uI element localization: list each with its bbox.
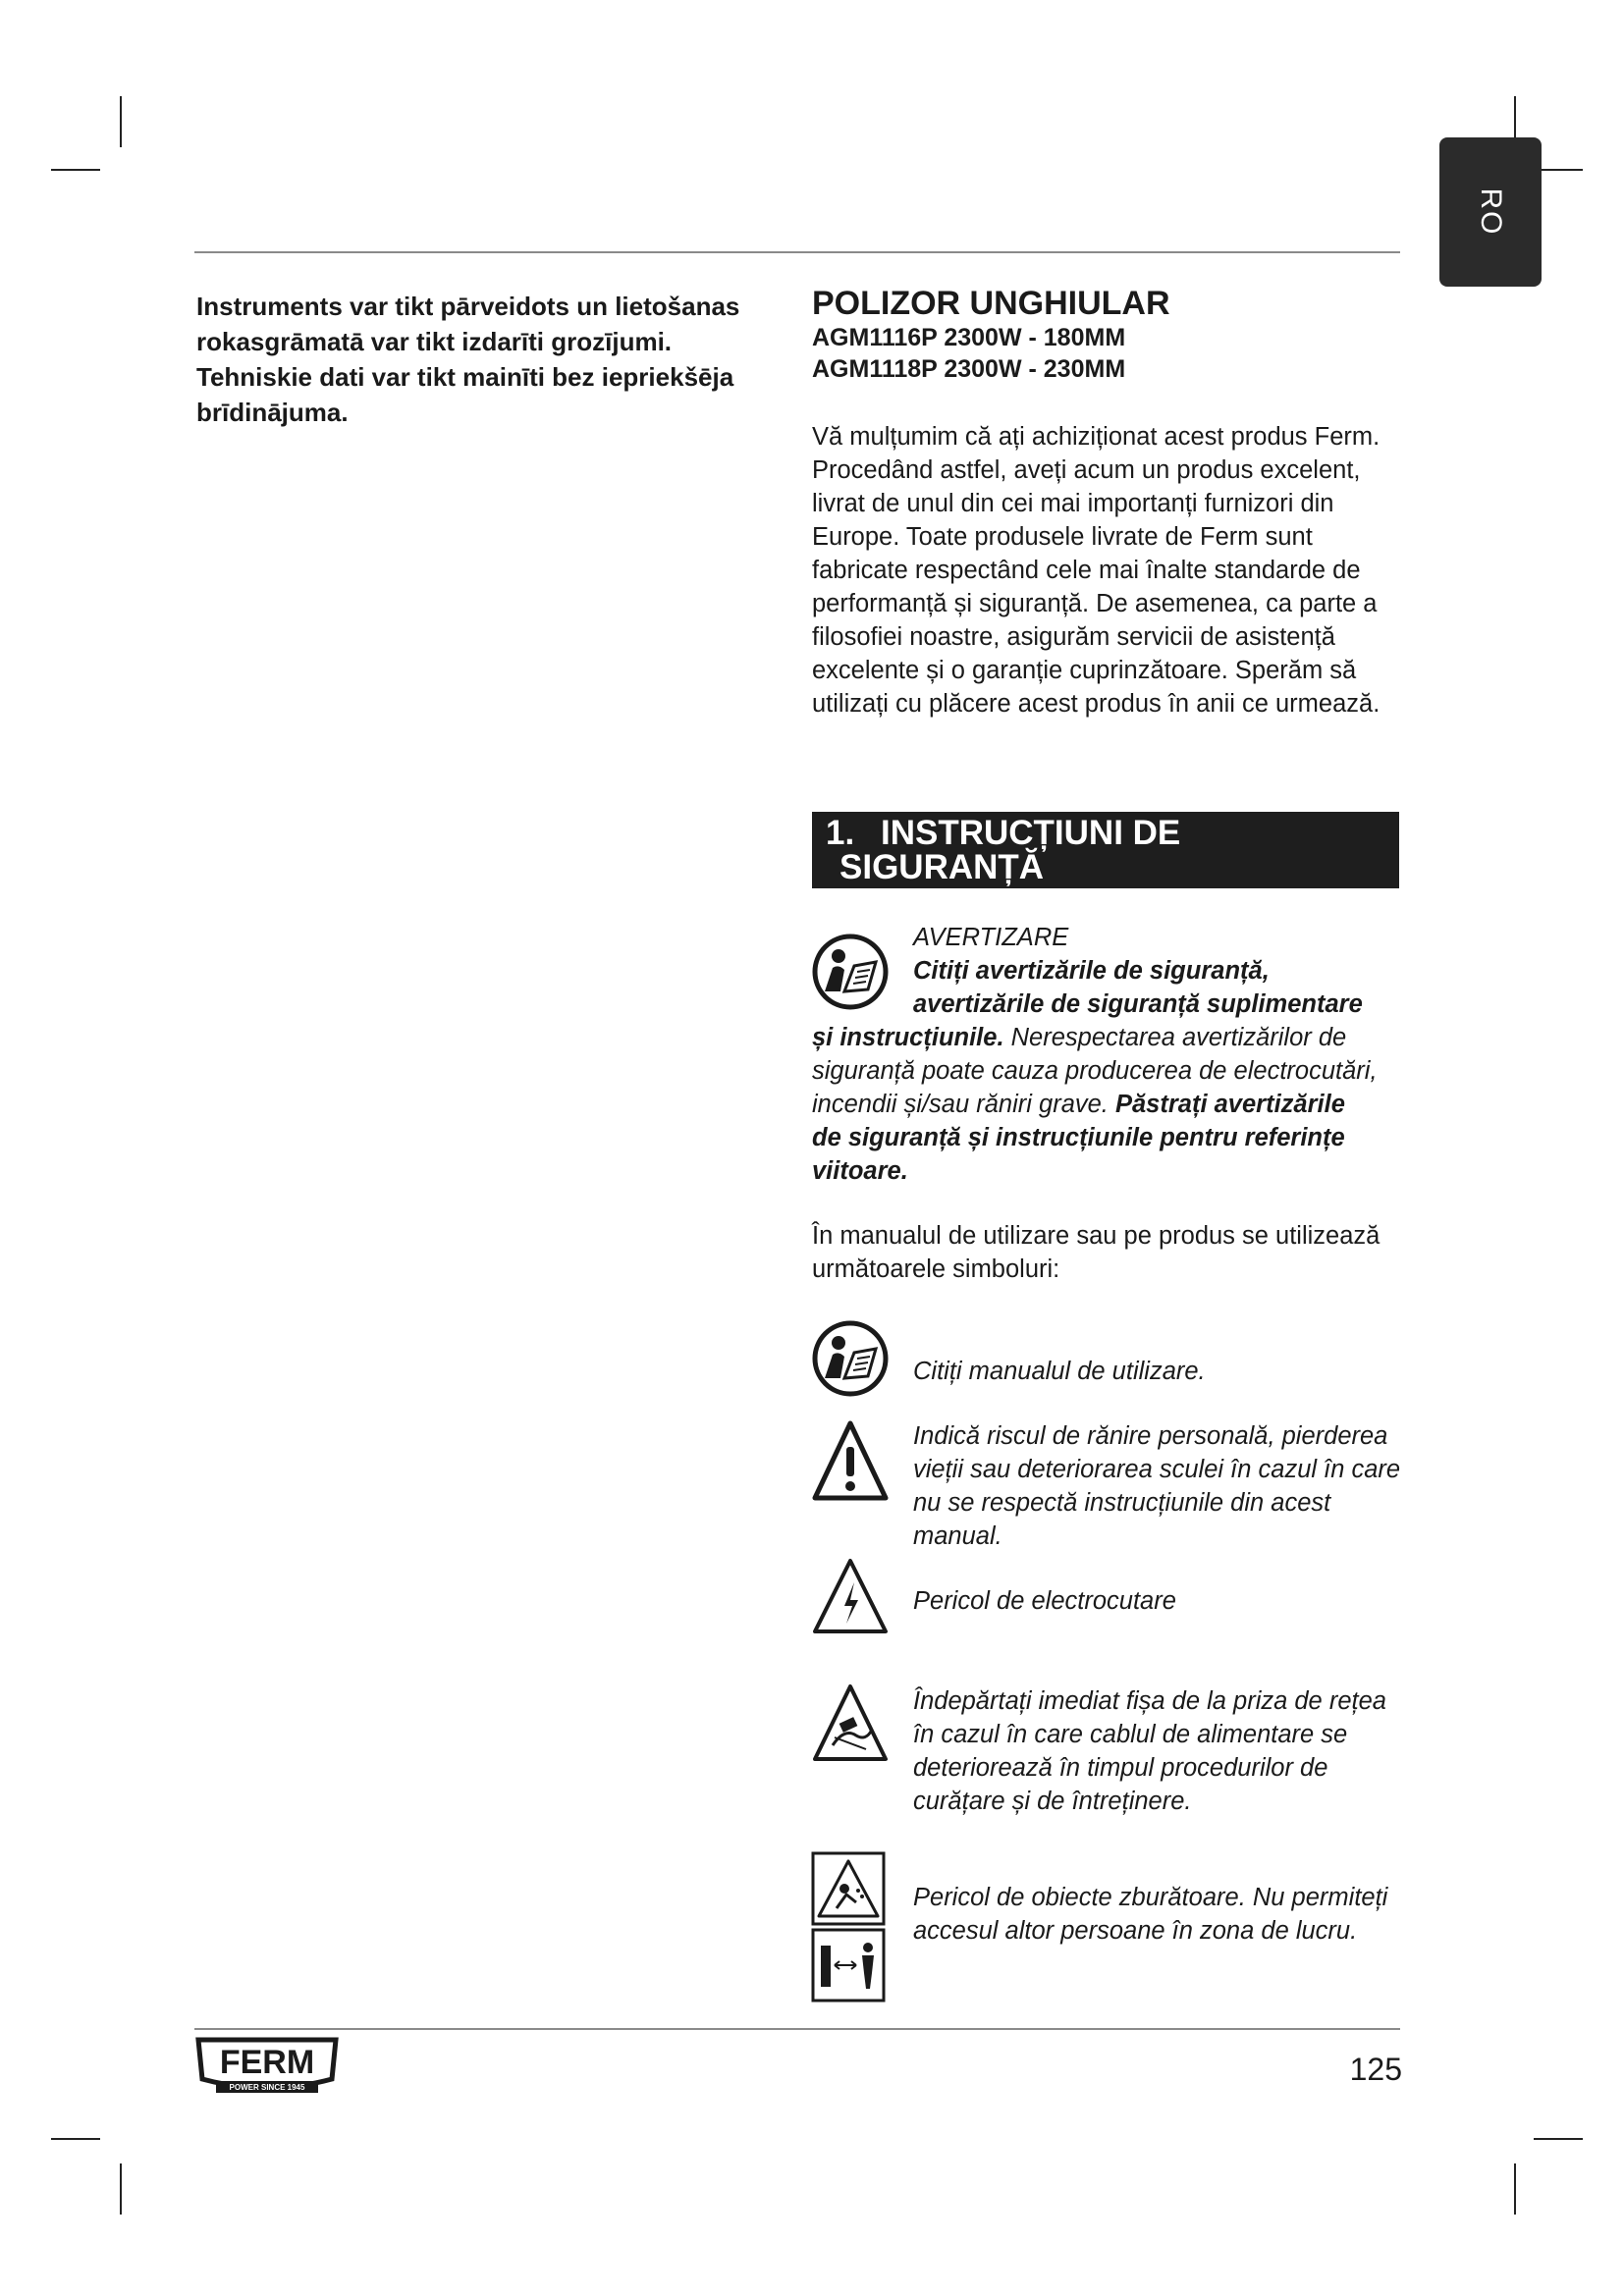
- model-line: AGM1116P 2300W - 180MM: [812, 324, 1126, 351]
- read-manual-icon: [811, 1319, 890, 1398]
- warning-text: siguranță poate cauza producerea de electrocutări,: [812, 1057, 1378, 1085]
- warning-heading: AVERTIZARE: [913, 924, 1069, 951]
- warning-bold-text: Păstrați avertizările: [1108, 1091, 1345, 1118]
- crop-mark: [51, 169, 100, 171]
- svg-text:FERM: FERM: [219, 2044, 315, 2081]
- language-tab: [1439, 137, 1542, 287]
- section-title-line1: INSTRUCȚIUNI DE: [881, 814, 1181, 852]
- crop-mark: [120, 2163, 122, 2215]
- symbol-description: Indică riscul de rănire personală, pierderea vieții sau deteriorarea sculei în cazul în care nu se respectă instrucțiunile din acest manual.: [913, 1422, 1401, 1550]
- symbol-description: Citiți manualul de utilizare.: [913, 1358, 1206, 1385]
- intro-paragraph: Vă mulțumim că ați achiziționat acest produs Ferm. Procedând astfel, aveți acum un produs excelent, livrat de unul din cei mai importanți furnizori din Europe. Toate produsele livrate de Ferm sunt fabricate respectând cele mai înalte standarde de performanță și siguranță. De asemenea, ca parte a filosofiei noastre, asigurăm servicii de asistență excelente și o garanție cuprinzătoare. Sperăm să utilizați cu plăcere acest produs în anii ce urmează.: [812, 423, 1380, 718]
- left-note-line: Tehniskie dati var tikt mainīti bez iepriekšēja brīdinājuma.: [196, 362, 734, 427]
- section-number: 1.: [826, 814, 855, 852]
- read-manual-icon: [811, 933, 890, 1011]
- crop-mark: [51, 2138, 100, 2140]
- warning-text: Nerespectarea avertizărilor de: [1003, 1024, 1347, 1051]
- warning-bold-text: viitoare.: [812, 1157, 908, 1185]
- symbol-description: Îndepărtați imediat fișa de la priza de rețea în cazul în care cablul de alimentare se deteriorează în timpul procedurilor de curățare și de întreținere.: [913, 1687, 1386, 1815]
- language-tab-label: RO: [1475, 187, 1507, 237]
- symbols-intro: În manualul de utilizare sau pe produs se utilizează următoarele simboluri:: [812, 1222, 1380, 1283]
- warning-bold-text: avertizările de siguranță suplimentare: [913, 990, 1363, 1018]
- warning-bold-text: de siguranță și instrucțiunile pentru referințe: [812, 1124, 1345, 1151]
- bottom-rule: [194, 2028, 1400, 2030]
- top-rule: [194, 251, 1400, 253]
- page-title: POLIZOR UNGHIULAR: [812, 285, 1170, 322]
- flying-objects-icon: [811, 1851, 886, 2002]
- warning-triangle-icon: [811, 1417, 890, 1504]
- left-note-line: Instruments var tikt pārveidots un lietošanas rokasgrāmatā var tikt izdarīti grozījumi.: [196, 292, 740, 356]
- symbol-description: Pericol de obiecte zburătoare. Nu permiteți accesul altor persoane în zona de lucru.: [913, 1884, 1388, 1945]
- crop-mark: [1534, 2138, 1583, 2140]
- warning-bold-text: și instrucțiunile.: [812, 1024, 1004, 1051]
- model-line: AGM1118P 2300W - 230MM: [812, 355, 1126, 383]
- svg-text:POWER SINCE 1945: POWER SINCE 1945: [229, 2083, 305, 2092]
- left-note: [196, 289, 776, 430]
- crop-mark: [120, 96, 122, 147]
- warning-text: incendii și/sau răniri grave.: [812, 1091, 1109, 1118]
- electric-shock-icon: [811, 1555, 890, 1637]
- symbol-description: Pericol de electrocutare: [913, 1587, 1176, 1615]
- warning-bold-text: Citiți avertizările de siguranță,: [913, 957, 1270, 985]
- page-number: 125: [1349, 2052, 1402, 2087]
- section-heading: [812, 812, 1399, 888]
- section-title-line2: SIGURANȚĂ: [839, 848, 1045, 886]
- ferm-logo: [194, 2036, 340, 2099]
- crop-mark: [1514, 2163, 1516, 2215]
- unplug-cable-icon: [811, 1681, 890, 1765]
